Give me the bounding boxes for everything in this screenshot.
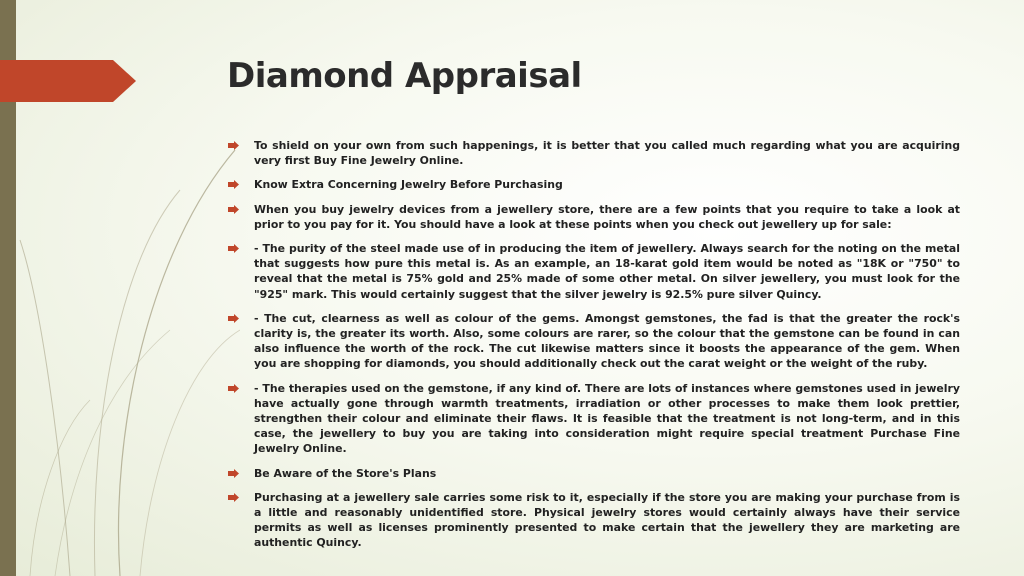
list-item — [228, 490, 960, 551]
arrow-right-icon — [228, 141, 239, 150]
bullet-text: Know Extra Concerning Jewelry Before Purchasing — [254, 178, 563, 192]
bullet-text: To shield on your own from such happenings, it is better that you called much regarding what you are acquiring very first Buy Fine Jewelry Online. — [254, 139, 960, 168]
arrow-right-icon — [228, 314, 239, 323]
list-item — [228, 381, 960, 457]
list-item — [228, 138, 960, 168]
arrow-right-icon — [228, 469, 239, 478]
bullet-text: - The purity of the steel made use of in producing the item of jewellery. Always search for the noting on the metal that suggests how pure this metal is. As an example, an 18-karat gold item would be noted as "18K or "750" to reveal that the metal is 75% gold and 25% made of some other metal. On silver jewellery, you must look for the "925" mark. This would certainly suggest that the silver jewelry is 92.5% pure silver Quincy. — [254, 242, 960, 301]
bullet-text: - The therapies used on the gemstone, if any kind of. There are lots of instances where gemstones used in jewelry have actually gone through warmth treatments, irradiation or other processes to make them look prettier, strengthen their colour and eliminate their flaws. It is feasible that the treatment is not long-term, and in this case, the jewellery to buy you are taking into consideration might require special treatment Purchase Fine Jewelry Online. — [254, 381, 960, 456]
bullet-text: Be Aware of the Store's Plans — [254, 466, 437, 480]
bullet-text: When you buy jewelry devices from a jewellery store, there are a few points that you require to take a look at prior to you pay for it. You should have a look at these points when you check out jewellery up for sale: — [254, 202, 960, 231]
list-item — [228, 177, 960, 192]
list-item — [228, 311, 960, 372]
arrow-right-icon — [228, 244, 239, 253]
list-item — [228, 241, 960, 302]
arrow-right-icon — [228, 384, 239, 393]
list-item — [228, 202, 960, 232]
bullet-text: - The cut, clearness as well as colour of the gems. Amongst gemstones, the fad is that the greater the rock's clarity is, the greater its worth. Also, some colours are rarer, so the colour that the gemstone can be found in can also influence the worth of the rock. The cut likewise matters since it boosts the appearance of the gem. When you are shopping for diamonds, you should additionally check out the carat weight or the weight of the ruby. — [254, 311, 960, 371]
arrow-right-icon — [228, 493, 239, 502]
slide-title: Diamond Appraisal — [227, 56, 582, 96]
arrow-right-icon — [228, 205, 239, 214]
bullet-list — [228, 138, 960, 560]
arrow-right-icon — [228, 180, 239, 189]
title-accent-arrow — [0, 60, 136, 102]
bullet-text: Purchasing at a jewellery sale carries some risk to it, especially if the store you are making your purchase from is a little and reasonably unidentified store. Physical jewelry stores would certainly always have their service permits as well as licenses prominently presented to make certain that the jewellery they are marketing are authentic Quincy. — [254, 490, 960, 550]
list-item — [228, 466, 960, 481]
